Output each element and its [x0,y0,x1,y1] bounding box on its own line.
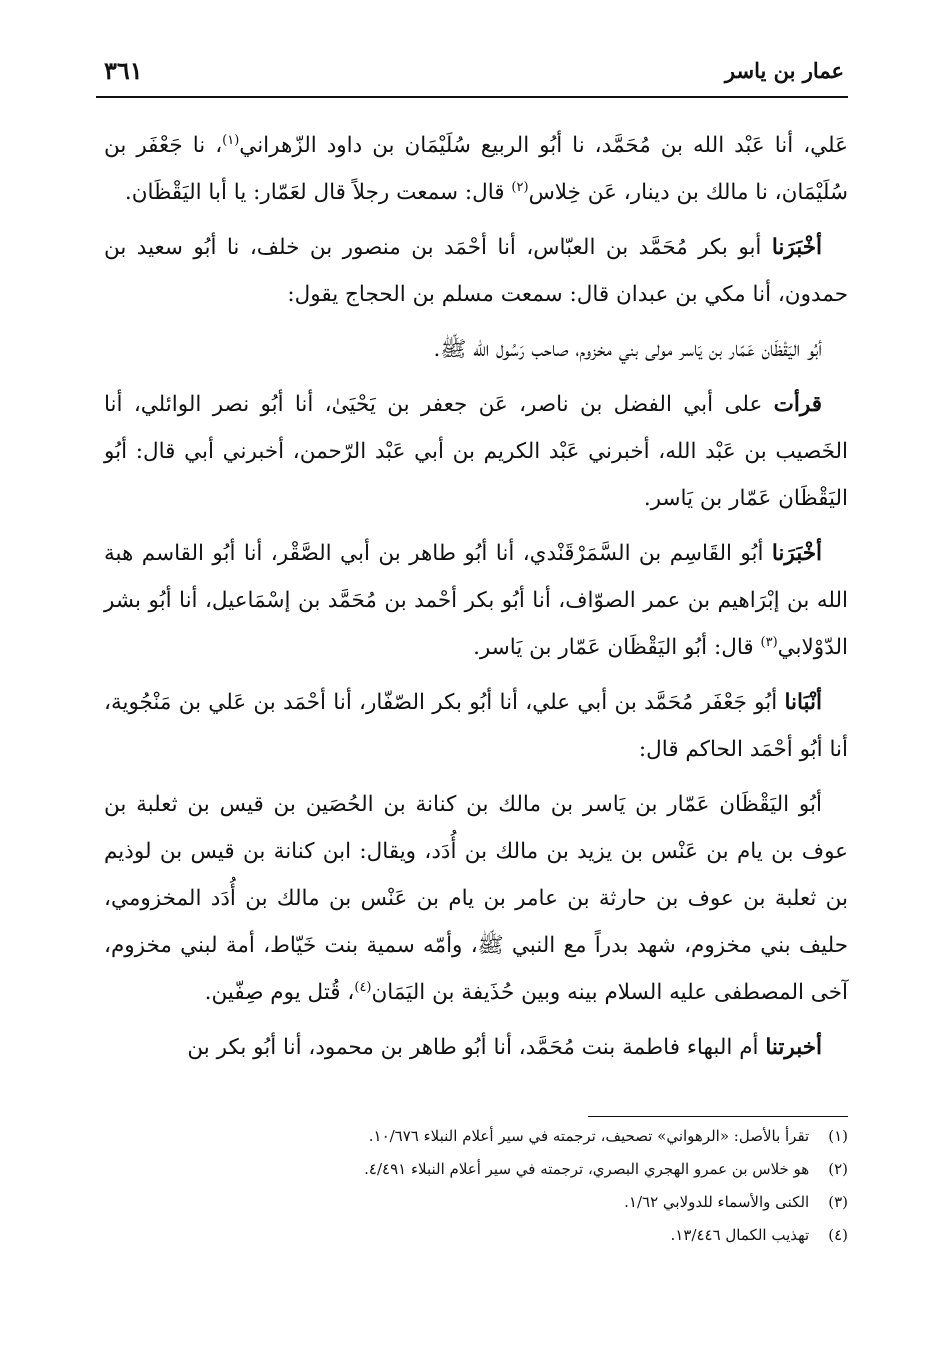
footnote-ref: (١) [222,132,240,148]
paragraph-text: قال: سمعت رجلاً قال لعَمّار: يا أبا اليَقْظَان. [124,180,512,205]
paragraph-lead-word: أخبرتنا [765,1035,822,1060]
paragraph [104,781,848,1016]
footnote-divider [588,1116,848,1117]
footnote-number: (٤) [828,1226,848,1244]
main-text [104,122,848,1079]
paragraph [104,679,848,773]
paragraph-text: ، نا جَعْفَر بن سُلَيْمَان، نا مالك بن دينار، عَن خِلاس [104,133,848,205]
page-header [96,52,848,98]
footnote-number: (٢) [828,1160,848,1178]
paragraph [104,326,848,373]
footnote-text: الكنى والأسماء للدولابي ١/٦٢. [624,1193,810,1211]
footnote-text: تقرأ بالأصل: «الرهواني» تصحيف، ترجمته في سير أعلام النبلاء ١٠/٦٧٦. [368,1127,810,1145]
paragraph-text: أم البهاء فاطمة بنت مُحَمَّد، أنا أبُو طاهر بن محمود، أنا أبُو بكر بن [187,1035,766,1060]
paragraph-lead-word: قرأت [773,392,822,417]
footnote [104,1186,848,1219]
paragraph-text: عَلي، أنا عَبْد الله بن مُحَمَّد، نا أبُو الربيع سُلَيْمَان بن داود الزّهراني [239,133,848,158]
running-title: عمار بن ياسر [724,58,844,83]
paragraph-text: أبو بكر مُحَمَّد بن العبّاس، أنا أحْمَد بن منصور بن خلف، نا أبُو سعيد بن حمدون، أنا مكي بن عبدان قال: سمعت مسلم بن الحجاج يقول: [104,235,848,307]
paragraph [104,381,848,522]
footnote-text: تهذيب الكمال ١٣/٤٤٦. [670,1226,810,1244]
footnote-text: هو خلاس بن عمرو الهجري البصري، ترجمته في سير أعلام النبلاء ٤/٤٩١. [364,1160,810,1178]
footnote-number: (٣) [828,1193,848,1211]
paragraph [104,224,848,318]
paragraph-text: أبُو اليَقْظَان عَمّار بن يَاسر بن مالك بن كنانة بن الحُصَين بن قيس بن ثعلبة بن عوف بن يام بن عَنْس بن يزيد بن مالك بن أُدَد، ويقال: ابن كنانة بن قيس بن لوذيم بن ثعلبة بن عوف بن حارثة بن عامر بن يام بن عَنْس بن مالك بن أُدَد المخزومي، حليف بني مخزوم، شهد بدراً مع النبي ﷺ، وأمّه سمية بنت خَيّاط، أمة لبني مخزوم، آخى المصطفى عليه السلام بينه وبين حُذَيفة بن اليَمَان [104,792,848,1005]
paragraph [104,530,848,671]
footnote-number: (١) [828,1127,848,1145]
paragraph-lead-word: أخْبَرَنا [771,235,822,260]
paragraph [104,122,848,216]
paragraph-lead-word: أنْبَانا [784,690,822,715]
paragraph-text: ، قُتل يوم صِفّين. [204,980,355,1005]
footnote [104,1219,848,1252]
footnote-ref: (٤) [354,979,372,995]
paragraph-lead-word: أخْبَرَنا [771,541,822,566]
footnote-ref: (٢) [511,179,529,195]
paragraph-text: أبُو القَاسِم بن السَّمَرْقَنْدي، أنا أبُو طاهر بن أبي الصَّقْر، أنا أبُو القاسم هبة الله بن إبْرَاهيم بن عمر الصوّاف، أنا أبُو بكر أحْمد بن مُحَمَّد بن إسْمَاعيل، أنا أبُو بشر الدّوْلابي [104,541,848,660]
footnote [104,1120,848,1153]
paragraph-text: على أبي الفضل بن ناصر، عَن جعفر بن يَحْيَىٰ، أنا أبُو نصر الوائلي، أنا الخَصيب بن عَبْد الله، أخبرني عَبْد الكريم بن أبي عَبْد الرّحمن، أخبرني أبي قال: أبُو اليَقْظَان عَمّار بن يَاسر. [104,392,848,511]
paragraph [104,1024,848,1071]
page-number: ٣٦١ [104,56,143,85]
footnote-ref: (٣) [760,634,778,650]
footnotes [104,1120,848,1252]
paragraph-text: أبُو جَعْفَر مُحَمَّد بن أبي علي، أنا أبُو بكر الصّفّار، أنا أحْمَد بن عَلي بن مَنْجُوية، أنا أبُو أحْمَد الحاكم قال: [104,690,848,762]
paragraph-text: قال: أبُو اليَقْظَان عَمّار بن يَاسر. [473,635,761,660]
footnote [104,1153,848,1186]
paragraph-text: أبُو اليَقْظَان عَمّار بن يَاسر مولى بني مخزوم، صاحب رَسُول الله ﷺ. [433,337,822,362]
